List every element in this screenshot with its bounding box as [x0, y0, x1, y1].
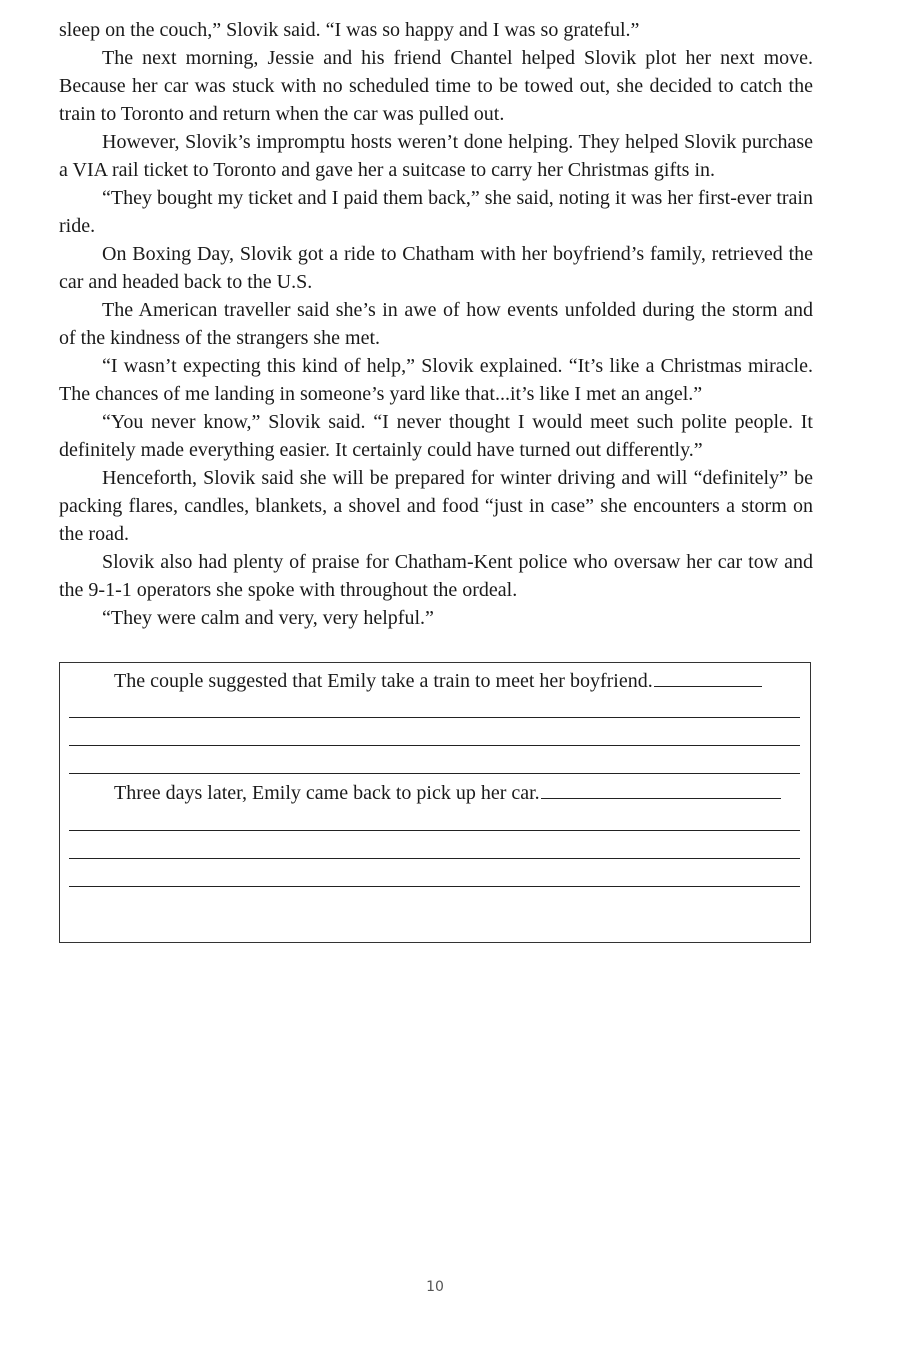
answer-line[interactable] — [69, 773, 800, 774]
paragraph: Slovik also had plenty of praise for Chatham-Kent police who oversaw her car tow and the 9-1-1 operators she spoke with throughout the ordeal. — [59, 551, 813, 601]
paragraph: Henceforth, Slovik said she will be prepared for winter driving and will “definitely” be packing flares, candles, blankets, a shovel and food “just in case” she encounters a storm on the road. — [59, 467, 813, 545]
answer-line[interactable] — [69, 858, 800, 859]
prompt-text: The couple suggested that Emily take a train to meet her boyfriend. — [114, 670, 653, 692]
answer-blank[interactable] — [654, 666, 762, 687]
answer-line[interactable] — [69, 830, 800, 831]
paragraph: “They bought my ticket and I paid them back,” she said, noting it was her first-ever train ride. — [59, 187, 813, 237]
paragraph: “I wasn’t expecting this kind of help,” Slovik explained. “It’s like a Christmas miracle. The chances of me landing in someone’s yard like that...it’s like I met an angel.” — [59, 355, 813, 405]
paragraph: The American traveller said she’s in awe of how events unfolded during the storm and of the kindness of the strangers she met. — [59, 299, 813, 349]
page-number: 10 — [426, 1279, 444, 1295]
paragraph: sleep on the couch,” Slovik said. “I was so happy and I was so grateful.” — [59, 19, 640, 41]
answer-line[interactable] — [69, 717, 800, 718]
paragraph: However, Slovik’s impromptu hosts weren’t done helping. They helped Slovik purchase a VIA rail ticket to Toronto and gave her a suitcase to carry her Christmas gifts in. — [59, 131, 813, 181]
paragraph: The next morning, Jessie and his friend Chantel helped Slovik plot her next move. Because her car was stuck with no scheduled time to be towed out, she decided to catch the train to Toronto and return when the car was pulled out. — [59, 47, 813, 125]
paragraph: “You never know,” Slovik said. “I never thought I would meet such polite people. It definitely made everything easier. It certainly could have turned out differently.” — [59, 411, 813, 461]
paragraph: “They were calm and very, very helpful.” — [102, 607, 434, 629]
prompt-text: Three days later, Emily came back to pick up her car. — [114, 782, 540, 804]
answer-blank[interactable] — [541, 778, 781, 799]
continuation-prompt-1 — [114, 666, 762, 695]
passage-text — [59, 16, 813, 632]
paragraph: On Boxing Day, Slovik got a ride to Chatham with her boyfriend’s family, retrieved the car and headed back to the U.S. — [59, 243, 813, 293]
answer-line[interactable] — [69, 745, 800, 746]
answer-line[interactable] — [69, 886, 800, 887]
continuation-prompt-2 — [114, 778, 781, 807]
writing-answer-box — [59, 662, 811, 943]
